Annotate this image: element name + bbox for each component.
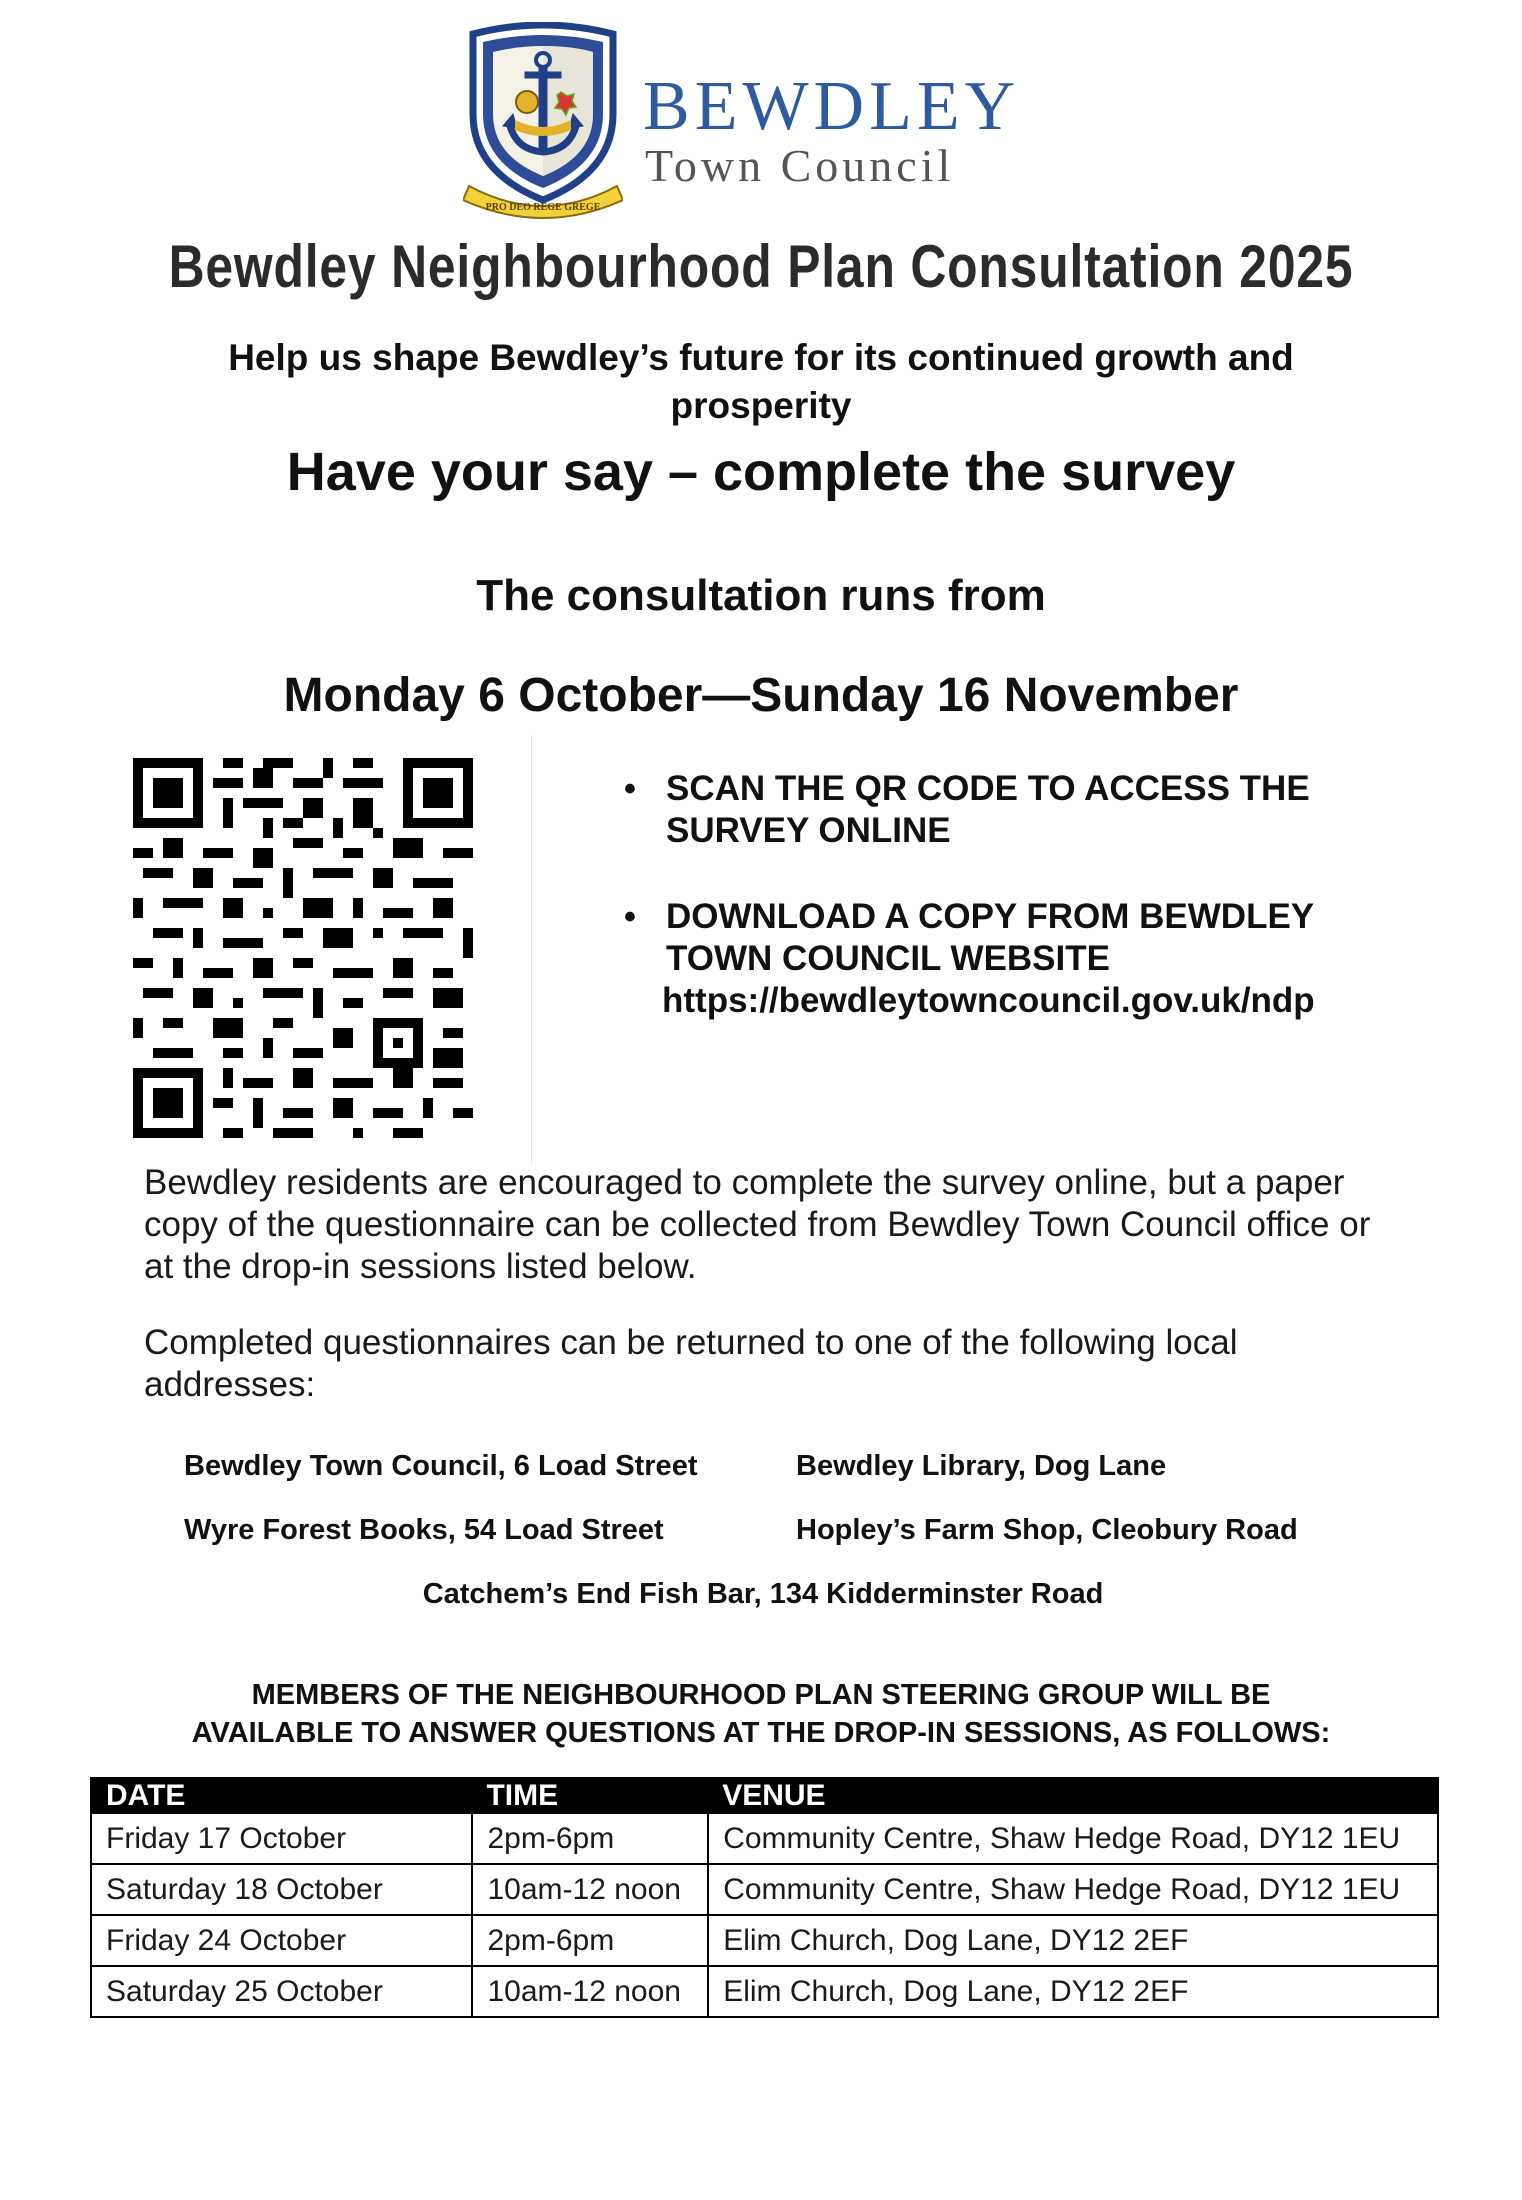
cell-time: 2pm-6pm: [472, 1813, 708, 1864]
paper-copy-paragraph: [144, 1162, 1444, 1288]
cell-time: 2pm-6pm: [472, 1915, 708, 1966]
subtitle-line-2: prosperity: [670, 385, 852, 426]
bullet-download: [610, 896, 1400, 1022]
bullet-scan-line-1: • SCAN THE QR CODE TO ACCESS THE: [666, 769, 1310, 808]
steering-group-notice: [0, 1676, 1522, 1752]
address-fish-bar: Catchem’s End Fish Bar, 134 Kidderminster Road: [422, 1578, 1104, 1610]
header-time: TIME: [472, 1778, 708, 1813]
consultation-date-range: Monday 6 October—Sunday 16 November: [283, 669, 1239, 722]
header-venue: VENUE: [708, 1778, 1438, 1813]
cell-venue: Community Centre, Shaw Hedge Road, DY12 1EU: [708, 1813, 1438, 1864]
cell-date: Friday 24 October: [91, 1915, 472, 1966]
paragraph2-line-2: addresses:: [144, 1365, 316, 1404]
cell-venue: Elim Church, Dog Lane, DY12 2EF: [708, 1966, 1438, 2017]
bewdley-crest-logo: [463, 22, 623, 224]
paragraph2-line-1: Completed questionnaires can be returned to one of the following local: [144, 1323, 1238, 1362]
table-row: [91, 1966, 1438, 2017]
drop-in-sessions-table: [90, 1777, 1439, 2018]
cell-venue: Community Centre, Shaw Hedge Road, DY12 1EU: [708, 1864, 1438, 1915]
subtitle: [0, 334, 1522, 430]
survey-access-list: [610, 768, 1400, 1022]
return-addresses-paragraph: [144, 1322, 1444, 1406]
consultation-runs-label: The consultation runs from: [476, 571, 1046, 620]
bullet-download-line-1: • DOWNLOAD A COPY FROM BEWDLEY: [666, 897, 1315, 936]
bullet-download-line-2: TOWN COUNCIL WEBSITE: [666, 939, 1110, 978]
cell-time: 10am-12 noon: [472, 1864, 708, 1915]
address-library: Bewdley Library, Dog Lane: [796, 1450, 1167, 1482]
page-title: Bewdley Neighbourhood Plan Consultation 2025: [168, 233, 1354, 300]
table-row: [91, 1864, 1438, 1915]
cell-date: Saturday 18 October: [91, 1864, 472, 1915]
address-town-council: Bewdley Town Council, 6 Load Street: [184, 1450, 698, 1482]
table-row: [91, 1813, 1438, 1864]
bullet-scan-line-2: SURVEY ONLINE: [666, 811, 951, 850]
council-website-link[interactable]: https://bewdleytowncouncil.gov.uk/ndp: [662, 981, 1315, 1020]
call-to-action-heading: Have your say – complete the survey: [286, 442, 1236, 502]
bullet-scan-qr: [610, 768, 1400, 852]
survey-qr-code[interactable]: [133, 758, 473, 1138]
header-date: DATE: [91, 1778, 472, 1813]
subtitle-line-1: Help us shape Bewdley’s future for its continued growth and: [228, 337, 1294, 378]
column-divider: [531, 735, 532, 1165]
brand-subtitle: Town Council: [645, 140, 955, 191]
cell-time: 10am-12 noon: [472, 1966, 708, 2017]
paragraph1-line-1: Bewdley residents are encouraged to complete the survey online, but a paper: [144, 1163, 1345, 1202]
paragraph1-line-2: copy of the questionnaire can be collected from Bewdley Town Council office or: [144, 1205, 1371, 1244]
table-header-row: [91, 1778, 1438, 1813]
cell-date: Saturday 25 October: [91, 1966, 472, 2017]
address-farm-shop: Hopley’s Farm Shop, Cleobury Road: [796, 1514, 1298, 1546]
notice-line-2: AVAILABLE TO ANSWER QUESTIONS AT THE DROP-IN SESSIONS, AS FOLLOWS:: [191, 1717, 1331, 1749]
cell-venue: Elim Church, Dog Lane, DY12 2EF: [708, 1915, 1438, 1966]
svg-text:PRO DEO REGE GREGE: PRO DEO REGE GREGE: [485, 202, 601, 213]
paragraph1-line-3: at the drop-in sessions listed below.: [144, 1247, 697, 1286]
notice-line-1: MEMBERS OF THE NEIGHBOURHOOD PLAN STEERING GROUP WILL BE: [251, 1679, 1271, 1711]
table-row: [91, 1915, 1438, 1966]
cell-date: Friday 17 October: [91, 1813, 472, 1864]
brand-name: BEWDLEY: [643, 68, 1021, 145]
address-wyre-forest-books: Wyre Forest Books, 54 Load Street: [184, 1514, 664, 1546]
